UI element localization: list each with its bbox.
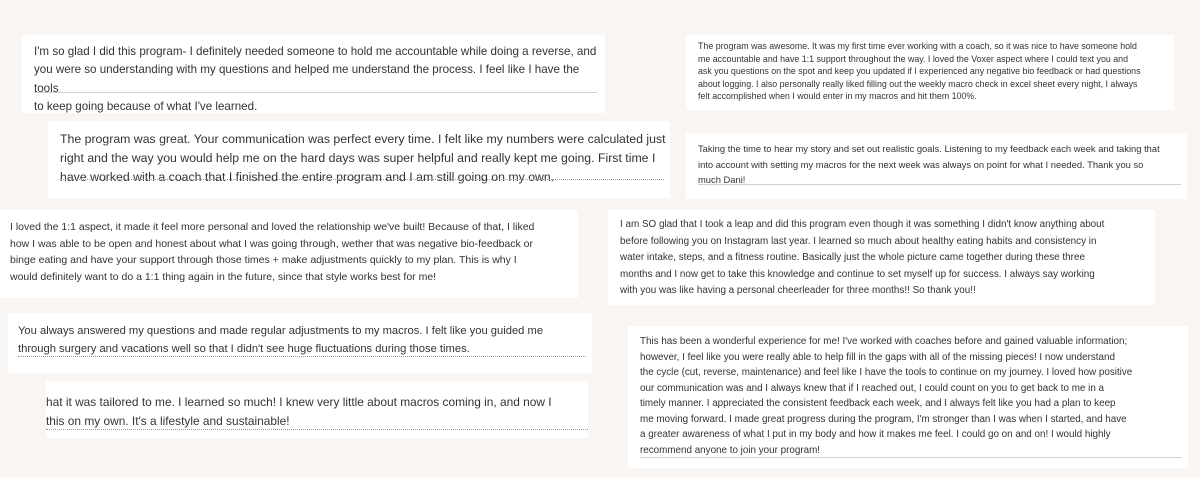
testimonial-card [46, 381, 588, 438]
testimonial-card [686, 35, 1174, 110]
testimonial-text: hat it was tailored to me. I learned so much! I knew very little about macros coming in, and now I this on my own. It's a lifestyle and sustainable! [46, 395, 552, 428]
divider [698, 184, 1181, 185]
testimonial-text: Taking the time to hear my story and set out realistic goals. Listening to my feedback each week and taking that into account with setting my macros for the next week was always on point for what I needed. Thank you so much Dani! [698, 143, 1160, 185]
divider [18, 356, 586, 357]
divider [46, 429, 588, 430]
testimonial-text: The program was great. Your communication was perfect every time. I felt like my numbers were calculated just right and the way you would help me on the hard days was super helpful and really kept me going. First time I have worked with a coach that I finished the entire program and I am still going on my own. [60, 132, 666, 184]
testimonial-card [8, 313, 592, 373]
testimonial-text: You always answered my questions and made regular adjustments to my macros. I felt like you guided me through surgery and vacations well so that I didn't see huge fluctuations during those times. [18, 325, 544, 355]
divider [640, 457, 1182, 458]
testimonial-card [0, 210, 578, 298]
testimonial-text: I'm so glad I did this program- I definitely needed someone to hold me accountable while doing a reverse, and you were so understanding with my questions and helped me understand the process. I feel like I have the tools to keep going because of what I've learned. [34, 45, 597, 113]
testimonial-card [628, 326, 1188, 468]
testimonial-text: This has been a wonderful experience for me! I've worked with coaches before and gained valuable information; however, I feel like you were really able to help fill in the gaps with all of the missing pieces! I now understand the cycle (cut, reverse, maintenance) and feel like I have the tools to continue on my journey. I loved how positive our communication was and I always knew that if I reached out, I could count on you to get back to me in a timely manner. I appreciated the consistent feedback each week, and I always felt like you had a plan to keep me moving forward. I made great progress during the program, I'm stronger than I was when I started, and have a greater awareness of what I put in my body and how it makes me feel. I could go on and on! I would highly recommend anyone to join your program! [640, 336, 1133, 456]
testimonial-text: I loved the 1:1 aspect, it made it feel more personal and loved the relationship we've built! Because of that, I liked how I was able to be open and honest about what I was going through, wether that was negative bio-feedback or binge eating and have your support through those times + make adjustments quickly to my plan. This is why I would definitely want to do a 1:1 thing again in the future, since that style works best for me! [10, 221, 535, 283]
testimonial-card [608, 210, 1155, 305]
divider [34, 92, 597, 93]
testimonial-card [48, 121, 670, 198]
divider [60, 179, 664, 180]
testimonial-card [22, 35, 605, 113]
testimonial-card [686, 133, 1187, 199]
testimonial-text: I am SO glad that I took a leap and did this program even though it was something I didn't know anything about before following you on Instagram last year. I learned so much about healthy eating habits and consistency in water intake, steps, and a fitness routine. Basically just the whole picture came together during these three months and I now get to take this knowledge and continue to set myself up for success. I always say working with you was like having a personal cheerleader for three months!! So thank you!! [620, 219, 1105, 296]
testimonial-text: The program was awesome. It was my first time ever working with a coach, so it was nice to have someone hold me accountable and have 1:1 support throughout the way. I loved the Voxer aspect where I could text you and ask you questions on the spot and keep you updated if I experienced any negative bio feedback or had questions about logging. I also personally really liked filling out the weekly macro check in excel sheet every night, I always felt accomplished when I would enter in my macros and hit them 100%. [698, 41, 1141, 101]
